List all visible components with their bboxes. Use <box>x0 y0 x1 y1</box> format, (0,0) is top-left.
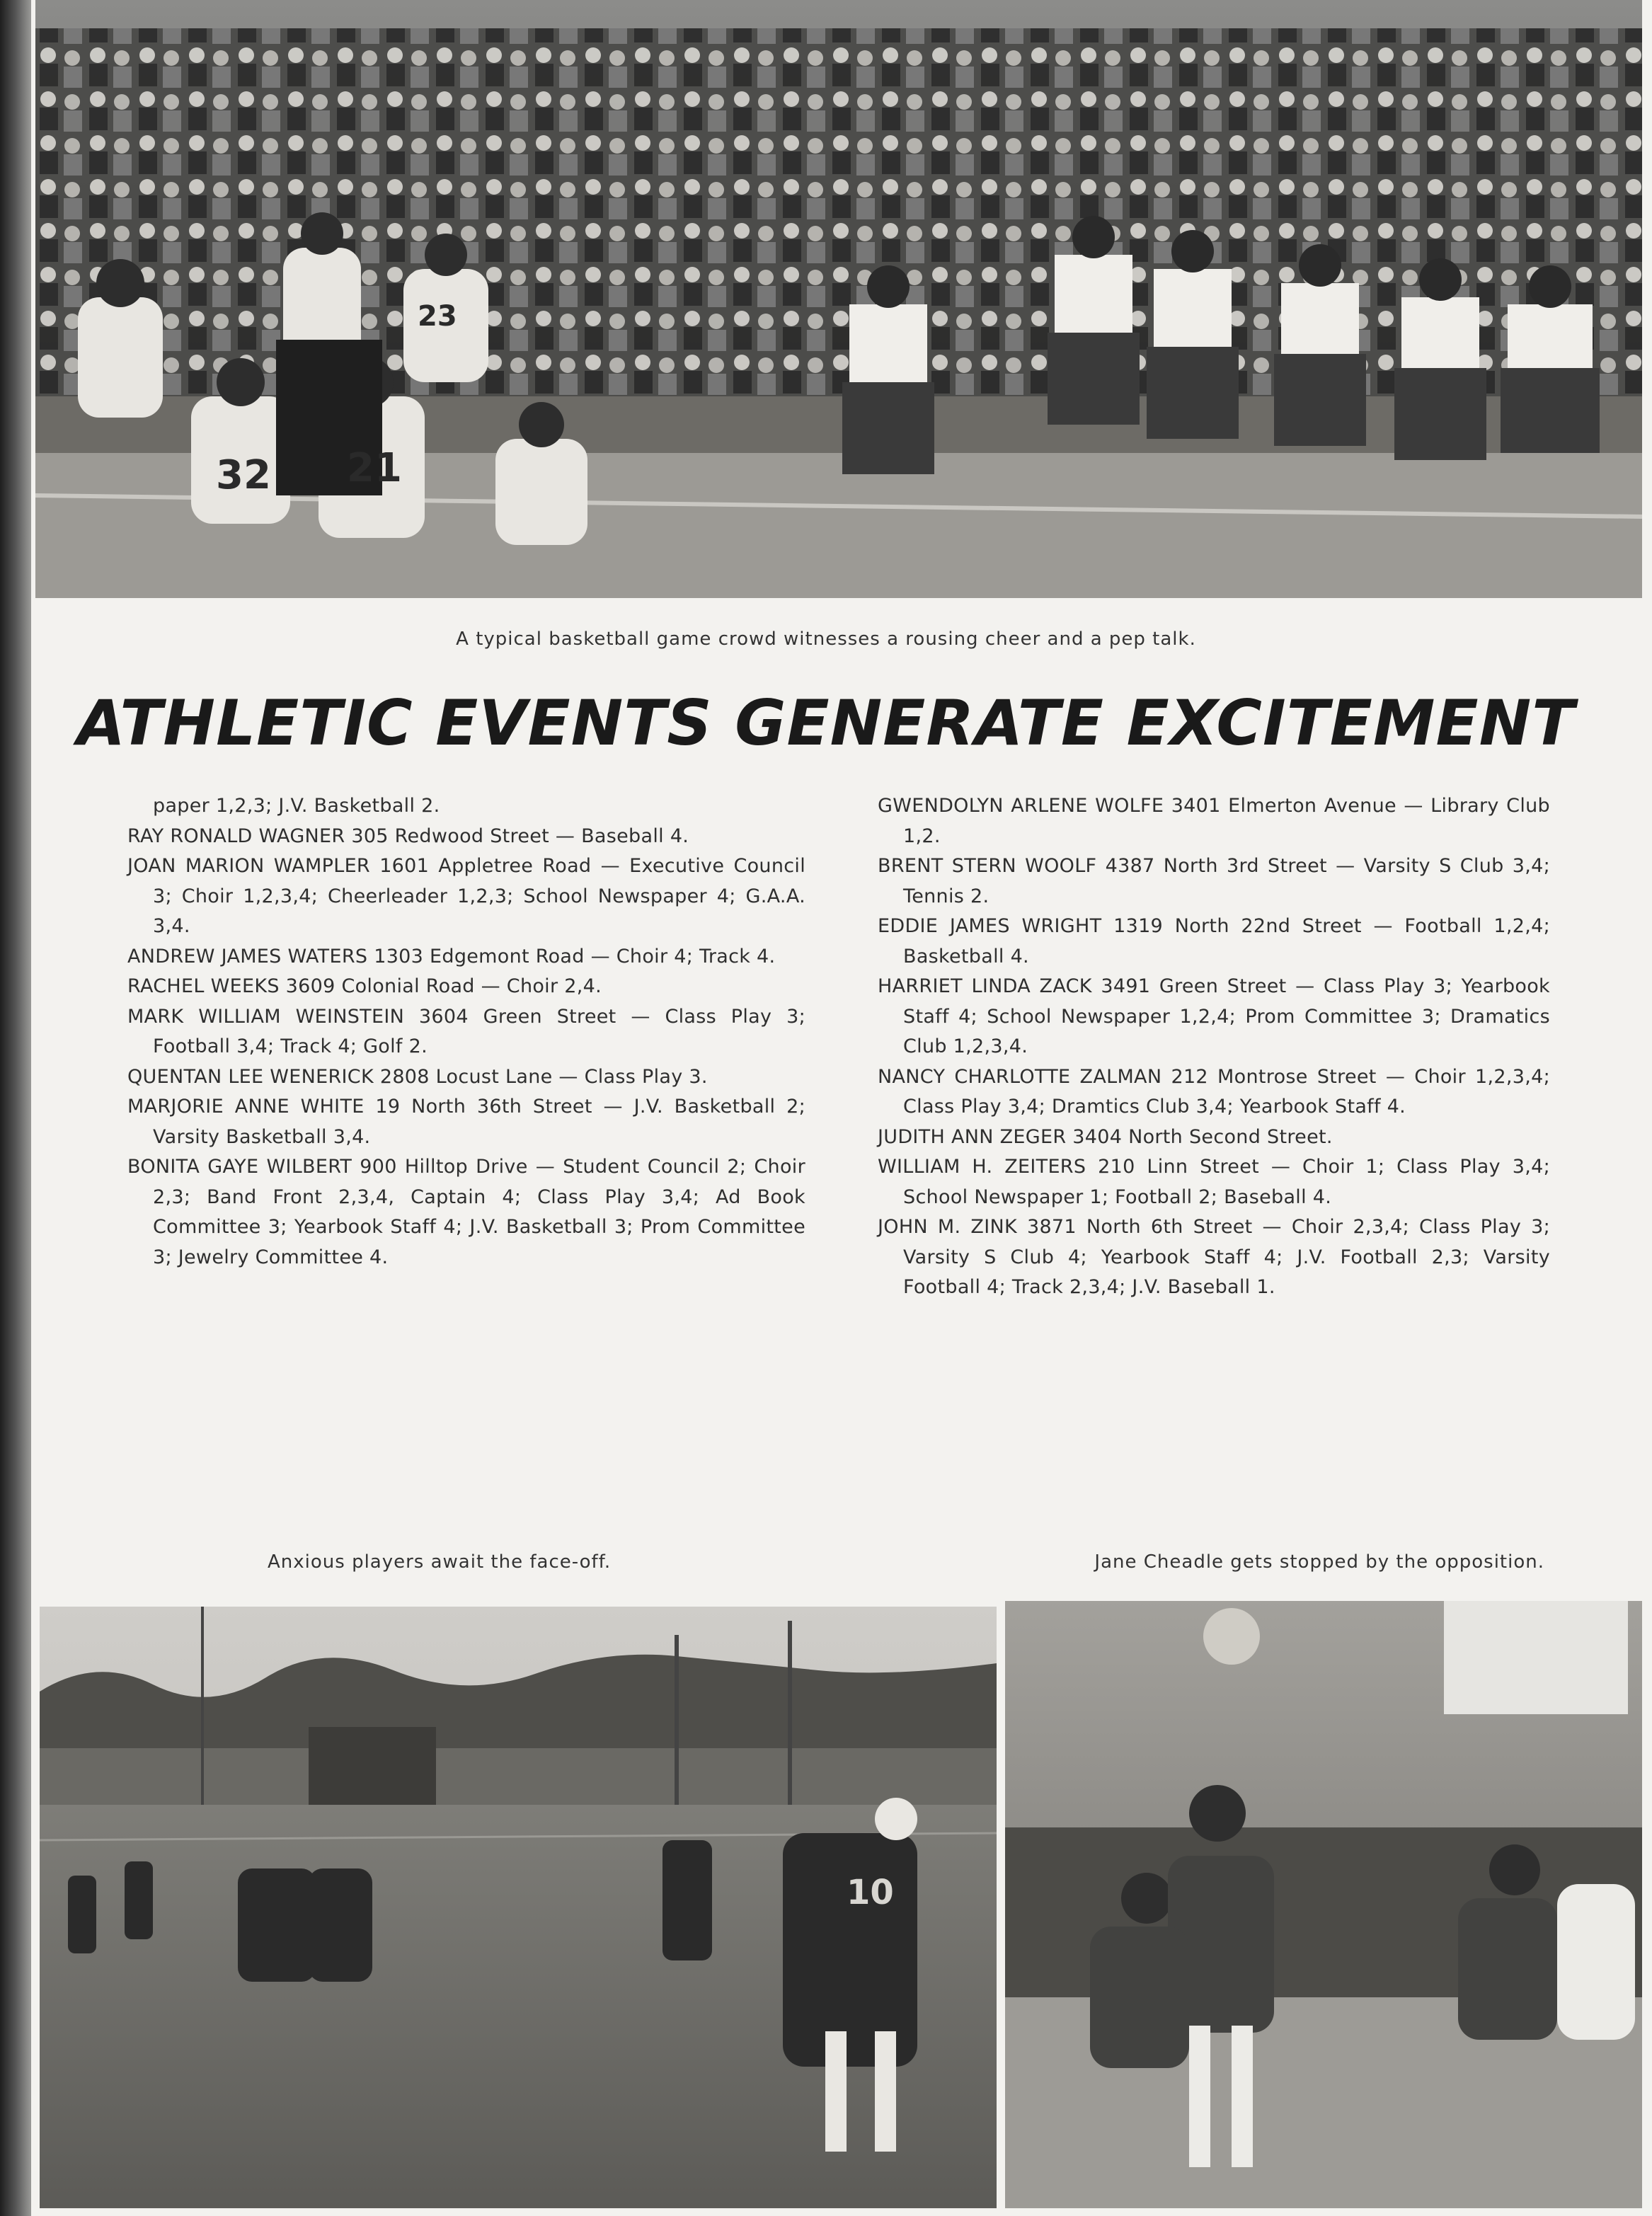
senior-entry: JOHN M. ZINK 3871 North 6th Street — Choir 2,3,4; Class Play 3; Varsity S Club 4; Yearbook Staff 4; J.V. Football 2,3; Varsity Football 4; Track 2,3,4; J.V. Baseball 1. <box>878 1216 1550 1298</box>
senior-listing-left <box>127 791 805 1273</box>
senior-listing-right <box>878 791 1550 1303</box>
jersey-number: 10 <box>847 1873 894 1912</box>
basketball-crowd-photo <box>35 0 1642 598</box>
field-hockey-photo <box>40 1607 997 2208</box>
senior-entry: HARRIET LINDA ZACK 3491 Green Street — Class Play 3; Yearbook Staff 4; School Newspaper 1,2,4; Prom Committee 3; Dramatics Club 1,2,3,4. <box>878 975 1550 1057</box>
senior-entry: MARK WILLIAM WEINSTEIN 3604 Green Street — Class Play 3; Football 3,4; Track 4; Golf 2. <box>127 1005 805 1057</box>
jersey-number: 32 <box>216 452 271 498</box>
caption-basketball: Jane Cheadle gets stopped by the opposition. <box>1094 1551 1544 1573</box>
senior-entry: JOAN MARION WAMPLER 1601 Appletree Road — Executive Council 3; Choir 1,2,3,4; Cheerleader 1,2,3; School Newspaper 4; G.A.A. 3,4. <box>127 855 805 937</box>
caption-hockey: Anxious players await the face-off. <box>268 1551 612 1573</box>
senior-entry: RACHEL WEEKS 3609 Colonial Road — Choir 2,4. <box>127 975 602 997</box>
senior-entry: paper 1,2,3; J.V. Basketball 2. <box>153 795 440 817</box>
senior-entry: NANCY CHARLOTTE ZALMAN 212 Montrose Street — Choir 1,2,3,4; Class Play 3,4; Dramtics Club 3,4; Yearbook Staff 4. <box>878 1065 1550 1118</box>
caption-crowd: A typical basketball game crowd witnesses a rousing cheer and a pep talk. <box>456 628 1196 650</box>
senior-entry: RAY RONALD WAGNER 305 Redwood Street — Baseball 4. <box>127 825 689 847</box>
page-binding-shadow <box>0 0 31 2216</box>
senior-entry: JUDITH ANN ZEGER 3404 North Second Street. <box>878 1125 1333 1148</box>
senior-entry: ANDREW JAMES WATERS 1303 Edgemont Road — Choir 4; Track 4. <box>127 945 776 968</box>
senior-entry: EDDIE JAMES WRIGHT 1319 North 22nd Street — Football 1,2,4; Basketball 4. <box>878 915 1550 968</box>
jersey-number: 23 <box>418 300 457 333</box>
page-headline: ATHLETIC EVENTS GENERATE EXCITEMENT <box>76 687 1576 759</box>
senior-entry: BONITA GAYE WILBERT 900 Hilltop Drive — Student Council 2; Choir 2,3; Band Front 2,3,4, Captain 4; Class Play 3,4; Ad Book Committee 3; Yearbook Staff 4; J.V. Basketball 3; Prom Committee 3; Jewelry Committee 4. <box>127 1156 805 1268</box>
senior-entry: GWENDOLYN ARLENE WOLFE 3401 Elmerton Avenue — Library Club 1,2. <box>878 795 1550 847</box>
senior-entry: QUENTAN LEE WENERICK 2808 Locust Lane — Class Play 3. <box>127 1065 708 1088</box>
girls-basketball-photo <box>1005 1601 1642 2208</box>
jersey-number: 21 <box>347 445 402 491</box>
senior-entry: WILLIAM H. ZEITERS 210 Linn Street — Choir 1; Class Play 3,4; School Newspaper 1; Football 2; Baseball 4. <box>878 1156 1550 1208</box>
senior-entry: BRENT STERN WOOLF 4387 North 3rd Street — Varsity S Club 3,4; Tennis 2. <box>878 855 1550 907</box>
senior-entry: MARJORIE ANNE WHITE 19 North 36th Street — J.V. Basketball 2; Varsity Basketball 3,4. <box>127 1096 805 1148</box>
